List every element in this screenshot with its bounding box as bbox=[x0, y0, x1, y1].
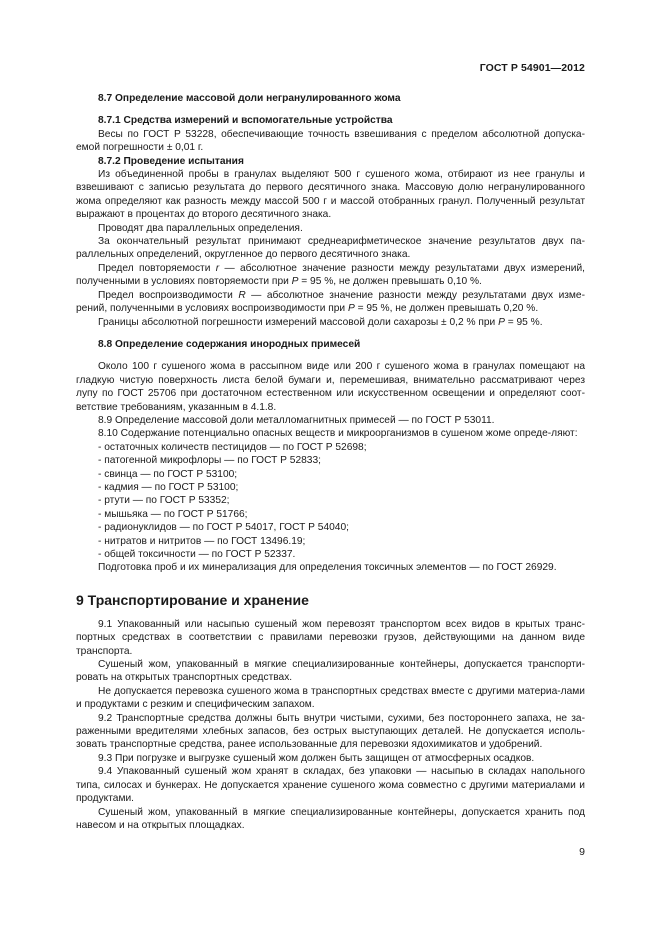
section-9-text-6: 9.4 Упакованный сушеный жом хранят в складах, без упаковки — насыпью в складах напольного типа, силосах и бункерах. Не допускается хранение сушеного жома совместно с другими материалами и продуктами. bbox=[76, 766, 585, 805]
section-8-7-2-text-2: Проводят два параллельных определения. bbox=[98, 222, 303, 234]
list-item: - патогенной микрофлоры — по ГОСТ Р 52833; bbox=[98, 455, 321, 467]
section-9-text-2: Сушеный жом, упакованный в мягкие специализированные контейнеры, допускается транспорти-ровать на открытых транспортных средствах. bbox=[76, 659, 585, 684]
list-item: - общей токсичности — по ГОСТ Р 52337. bbox=[98, 549, 296, 560]
section-9-text-4: 9.2 Транспортные средства должны быть внутри чистыми, сухими, без постороннего запаха, не за-раженными вредителями хлебных запасов, без острых выступающих деталей. Не допускается исполь-зовать транспортные средства, ранее использованные для перевозки ядохимикатов и удобрений. bbox=[76, 712, 585, 751]
section-8-7-2-text-6: Границы абсолютной погрешности измерений массовой доли сахарозы ± 0,2 % при P = 95 %. bbox=[98, 316, 543, 328]
section-8-7-2-text-5: Предел воспроизводимости R — абсолютное значение разности между результатами двух изме-рений, полученными в условиях воспроизводимости при P = 95 %, не должен превышать 0,20 %. bbox=[76, 289, 585, 315]
list-item: - свинца — по ГОСТ Р 53100; bbox=[98, 468, 238, 480]
section-8-7-1-title: 8.7.1 Средства измерений и вспомогательные устройства bbox=[98, 115, 393, 127]
section-9-text-1: 9.1 Упакованный или насыпью сушеный жом перевозят транспортом всех видов в крытых транс-портных средствах в соответствии с правилами перевозки грузов, действующими на данном виде транспорта. bbox=[76, 618, 585, 657]
section-8-7-2-text-1: Из объединенной пробы в гранулах выделяют 500 г сушеного жома, отбирают из нее гранулы и взвешивают с записью результата до первого десятичного знака. Массовую долю негранулированного жома определяют как разность между массой 500 г и массой отобранных гранул. Полученный результат выражают в процентах до второго десятичного знака. bbox=[76, 169, 585, 221]
list-item: - нитратов и нитритов — по ГОСТ 13496.19; bbox=[98, 535, 306, 547]
section-8-7-title: 8.7 Определение массовой доли негранулированного жома bbox=[98, 93, 401, 104]
section-8-7-2-text-4: Предел повторяемости r — абсолютное значение разности между результатами двух измерений, полученными в условиях повторяемости при P = 95 %, не должен превышать 0,10 %. bbox=[76, 262, 585, 288]
list-item: - мышьяка — по ГОСТ Р 51766; bbox=[98, 508, 248, 520]
section-9-title: 9 Транспортирование и хранение bbox=[76, 591, 309, 608]
section-9-text-3: Не допускается перевозка сушеного жома в транспортных средствах вместе с другими материа-лами и продуктами с резким и специфическим запахом. bbox=[76, 685, 585, 711]
list-item: - кадмия — по ГОСТ Р 53100; bbox=[98, 481, 239, 493]
section-9-text-7: Сушеный жом, упакованный в мягкие специализированные контейнеры, допускается хранить под навесом и на открытых площадках. bbox=[76, 806, 585, 831]
list-item: - остаточных количеств пестицидов — по ГОСТ Р 52698; bbox=[98, 441, 367, 453]
page-number: 9 bbox=[579, 846, 585, 858]
hazard-list bbox=[76, 441, 585, 562]
section-9-text-5: 9.3 При погрузке и выгрузке сушеный жом должен быть защищен от атмосферных осадков. bbox=[98, 752, 535, 764]
list-item: - радионуклидов — по ГОСТ Р 54017, ГОСТ Р 54040; bbox=[98, 522, 349, 534]
document-body bbox=[76, 92, 585, 832]
section-8-9-text: 8.9 Определение массовой доли металломагнитных примесей — по ГОСТ Р 53011. bbox=[98, 414, 495, 426]
section-8-8-title: 8.8 Определение содержания инородных примесей bbox=[98, 338, 361, 350]
section-8-10-intro: 8.10 Содержание потенциально опасных веществ и микроорганизмов в сушеном жоме опреде-ляют: bbox=[98, 428, 578, 440]
section-8-8-text: Около 100 г сушеного жома в рассыпном виде или 200 г сушеного жома в гранулах помещают на гладкую чистую поверхность листа белой бумаги и, перемешивая, внимательно рассматривают через лупу по ГОСТ 25706 при достаточном естественном или искусственном освещении и определяют соот-ветствие требованиям, указанным в 4.1.8. bbox=[76, 361, 585, 413]
section-8-7-2-text-3: За окончательный результат принимают среднеарифметическое значение результатов двух па-раллельных определений, округленное до первого десятичного знака. bbox=[76, 236, 585, 261]
section-8-10-outro: Подготовка проб и их минерализация для определения токсичных элементов — по ГОСТ 26929. bbox=[98, 562, 557, 574]
standard-header: ГОСТ Р 54901—2012 bbox=[479, 62, 585, 74]
section-8-7-2-title: 8.7.2 Проведение испытания bbox=[98, 155, 244, 167]
list-item: - ртути — по ГОСТ Р 53352; bbox=[98, 495, 230, 507]
section-8-7-1-text: Весы по ГОСТ Р 53228, обеспечивающие точность взвешивания с пределом абсолютной допуска-емой погрешности ± 0,01 г. bbox=[76, 128, 585, 154]
